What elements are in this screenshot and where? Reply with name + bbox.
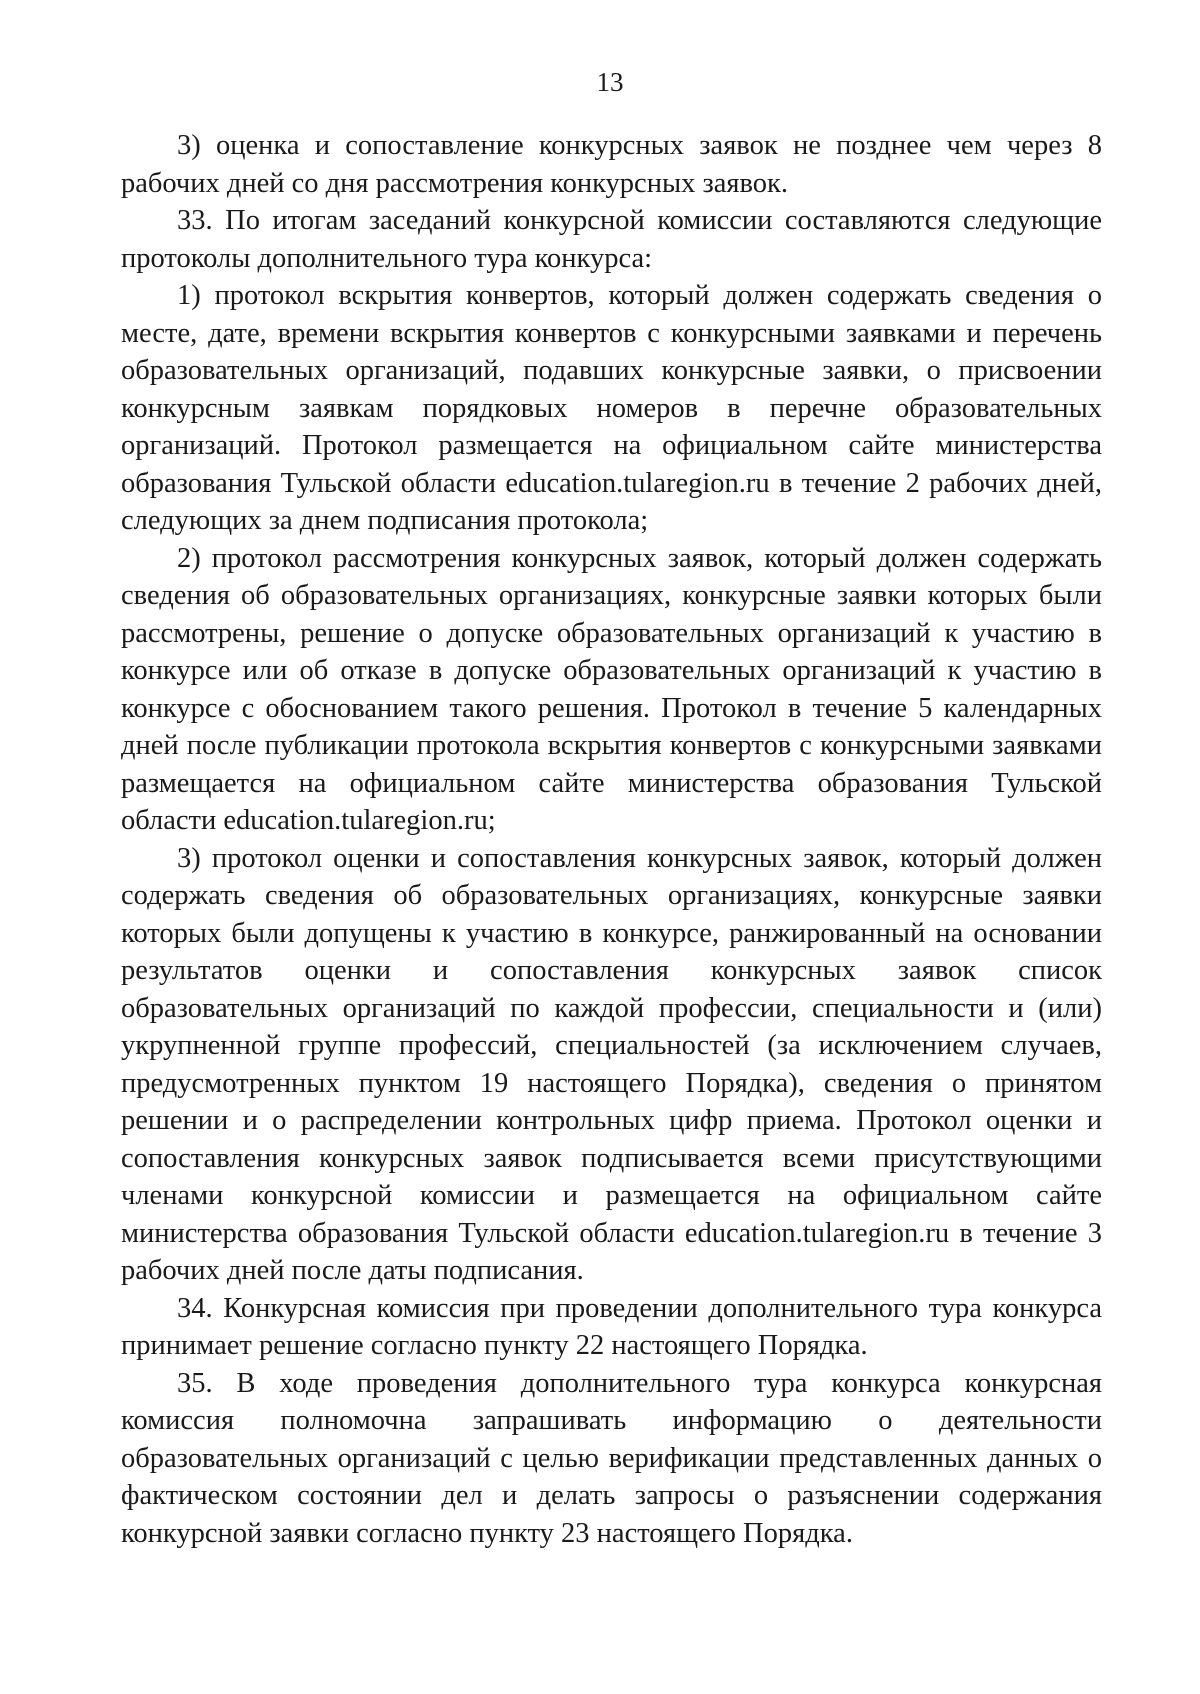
paragraph-protocol-evaluation: 3) протокол оценки и сопоставления конкурсных заявок, который должен содержать сведения об образовательных организациях, конкурсные заявки которых были допущены к участию в конкурсе, ранжированный на основании результатов оценки и сопоставления конкурсных заявок список образовательных организаций по каждой профессии, специальности и (или) укрупненной группе профессий, специальностей (за исключением случаев, предусмотренных пунктом 19 настоящего Порядка), сведения о принятом решении и о распределении контрольных цифр приема. Протокол оценки и сопоставления конкурсных заявок подписывается всеми присутствующими членами конкурсной комиссии и размещается на официальном сайте министерства образования Тульской области education.tularegion.ru в течение 3 рабочих дней после даты подписания. xyxy=(121,842,1102,1286)
paragraph-protocol-review: 2) протокол рассмотрения конкурсных заявок, который должен содержать сведения об образовательных организациях, конкурсные заявки которых были рассмотрены, решение о допуске образовательных организаций к участию в конкурсе или об отказе в допуске образовательных организаций к участию в конкурсе с обоснованием такого решения. Протокол в течение 5 календарных дней после публикации протокола вскрытия конвертов с конкурсными заявками размещается на официальном сайте министерства образования Тульской области education.tularegion.ru; xyxy=(121,542,1102,836)
paragraph-item-3-evaluation-deadline: 3) оценка и сопоставление конкурсных заявок не позднее чем через 8 рабочих дней со дня рассмотрения конкурсных заявок. xyxy=(121,130,1102,199)
document-body xyxy=(121,127,1102,1552)
paragraph-clause-34: 34. Конкурсная комиссия при проведении дополнительного тура конкурса принимает решение согласно пункту 22 настоящего Порядка. xyxy=(121,1292,1102,1361)
paragraph-clause-33: 33. По итогам заседаний конкурсной комиссии составляются следующие протоколы дополнительного тура конкурса: xyxy=(121,205,1102,274)
paragraph-clause-35: 35. В ходе проведения дополнительного тура конкурса конкурсная комиссия полномочна запрашивать информацию о деятельности образовательных организаций с целью верификации представленных данных о фактическом состоянии дел и делать запросы о разъяснении содержания конкурсной заявки согласно пункту 23 настоящего Порядка. xyxy=(121,1367,1102,1549)
page-number: 13 xyxy=(596,67,624,97)
paragraph-protocol-opening: 1) протокол вскрытия конвертов, который должен содержать сведения о месте, дате, времени вскрытия конвертов с конкурсными заявками и перечень образовательных организаций, подавших конкурсные заявки, о присвоении конкурсным заявкам порядковых номеров в перечне образовательных организаций. Протокол размещается на официальном сайте министерства образования Тульской области education.tularegion.ru в течение 2 рабочих дней, следующих за днем подписания протокола; xyxy=(121,280,1102,536)
